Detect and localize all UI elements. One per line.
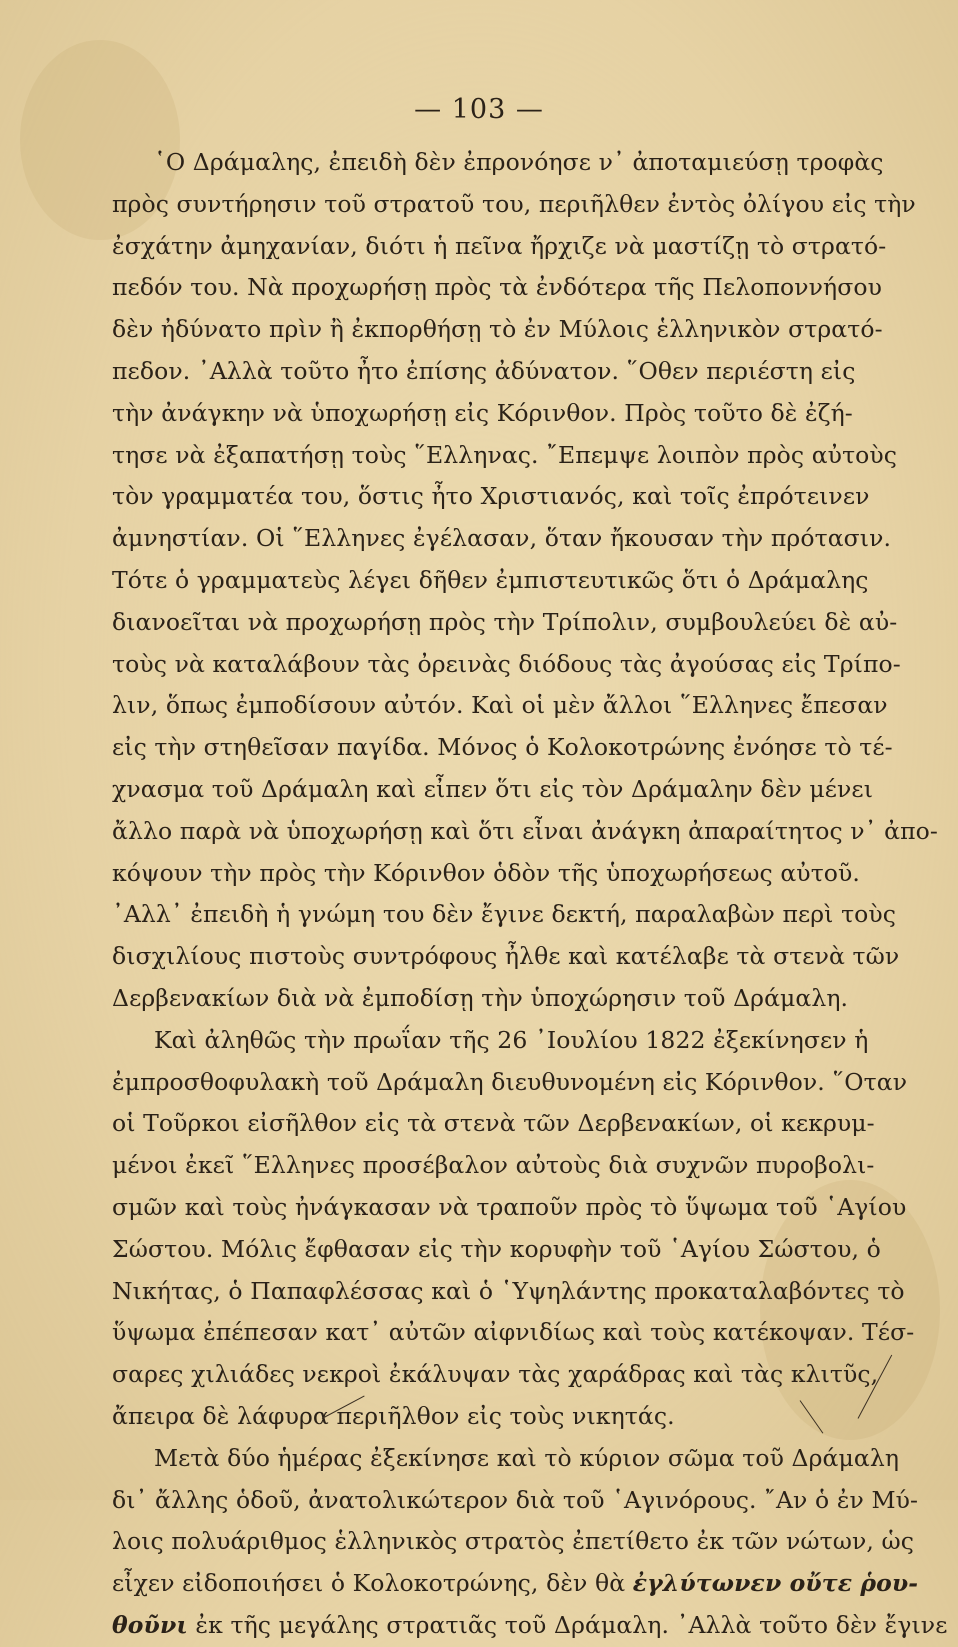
text-line: Δερβενακίων διὰ νὰ ἐμποδίσῃ τὴν ὑποχώρησιν τοῦ Δράμαλη. bbox=[112, 983, 849, 1012]
paragraph-3 bbox=[112, 1438, 948, 1647]
text-line: ἄπειρα δὲ λάφυρα περιῆλθον εἰς τοὺς νικητάς. bbox=[112, 1401, 675, 1430]
text-line: τησε νὰ ἐξαπατήσῃ τοὺς ῞Ελληνας. ῎Επεμψε λοιπὸν πρὸς αὐτοὺς bbox=[112, 440, 898, 469]
text-line: εἰς τὴν στηθεῖσαν παγίδα. Μόνος ὁ Κολοκοτρώνης ἐνόησε τὸ τέ- bbox=[112, 733, 893, 762]
text-line: τοὺς νὰ καταλάβουν τὰς ὀρεινὰς διόδους τὰς ἀγούσας εἰς Τρίπο- bbox=[112, 649, 901, 678]
text-line: ὕψωμα ἐπέπεσαν κατ᾽ αὐτῶν αἰφνιδίως καὶ τοὺς κατέκοψαν. Τέσ- bbox=[112, 1318, 915, 1347]
page-body-text bbox=[112, 142, 948, 1647]
text-line: λοις πολυάριθμος ἑλληνικὸς στρατὸς ἐπετίθετο ἐκ τῶν νώτων, ὡς bbox=[112, 1527, 915, 1556]
emphasized-phrase: ἐγλύτωνεν οὔτε ῥου- bbox=[632, 1569, 919, 1598]
text-line: σμῶν καὶ τοὺς ἠνάγκασαν νὰ τραποῦν πρὸς τὸ ὕψωμα τοῦ ῾Αγίου bbox=[112, 1192, 907, 1221]
text-line: σαρες χιλιάδες νεκροὶ ἐκάλυψαν τὰς χαράδρας καὶ τὰς κλιτῦς, bbox=[112, 1360, 879, 1389]
paragraph-2 bbox=[112, 1020, 915, 1438]
text-line: ῾Ο Δράμαλης, ἐπειδὴ δὲν ἐπρονόησε ν᾽ ἀποταμιεύσῃ τροφὰς bbox=[154, 148, 884, 176]
text-line: πρὸς συντήρησιν τοῦ στρατοῦ του, περιῆλθεν ἐντὸς ὀλίγου εἰς τὴν bbox=[112, 189, 916, 218]
text-line: ἀμνηστίαν. Οἱ ῞Ελληνες ἐγέλασαν, ὅταν ἤκουσαν τὴν πρότασιν. bbox=[112, 524, 892, 553]
text-line: δισχιλίους πιστοὺς συντρόφους ἦλθε καὶ κατέλαβε τὰ στενὰ τῶν bbox=[112, 942, 900, 971]
text-line: Μετὰ δύο ἡμέρας ἐξεκίνησε καὶ τὸ κύριον σῶμα τοῦ Δράμαλη bbox=[154, 1443, 900, 1472]
text-line: θοῦνι ἐκ τῆς μεγάλης στρατιᾶς τοῦ Δράμαλη. ᾽Αλλὰ τοῦτο δὲν ἔγινε bbox=[112, 1610, 948, 1639]
text-line: δὲν ἠδύνατο πρὶν ἢ ἐκπορθήσῃ τὸ ἐν Μύλοις ἑλληνικὸν στρατό- bbox=[112, 315, 883, 344]
text-line: ἐμπροσθοφυλακὴ τοῦ Δράμαλη διευθυνομένη εἰς Κόρινθον. ῞Οταν bbox=[112, 1067, 908, 1096]
text-line: διανοεῖται νὰ προχωρήσῃ πρὸς τὴν Τρίπολιν, συμβουλεύει δὲ αὐ- bbox=[112, 607, 898, 636]
text-line: λιν, ὅπως ἐμποδίσουν αὐτόν. Καὶ οἱ μὲν ἄλλοι ῞Ελληνες ἔπεσαν bbox=[112, 691, 888, 720]
text-line: οἱ Τοῦρκοι εἰσῆλθον εἰς τὰ στενὰ τῶν Δερβενακίων, οἱ κεκρυμ- bbox=[112, 1109, 875, 1138]
text-line: πεδον. ᾽Αλλὰ τοῦτο ἦτο ἐπίσης ἀδύνατον. ῞Οθεν περιέστη εἰς bbox=[112, 356, 856, 385]
text-line: χνασμα τοῦ Δράμαλη καὶ εἶπεν ὅτι εἰς τὸν Δράμαλην δὲν μένει bbox=[112, 774, 874, 803]
emphasized-phrase: θοῦνι bbox=[112, 1610, 188, 1639]
paragraph-1 bbox=[112, 142, 938, 1020]
text-line: τὸν γραμματέα του, ὅστις ἦτο Χριστιανός, καὶ τοῖς ἐπρότεινεν bbox=[112, 482, 870, 511]
text-line: εἶχεν εἰδοποιήσει ὁ Κολοκοτρώνης, δὲν θὰ ἐγλύτωνεν οὔτε ῥου- bbox=[112, 1569, 919, 1598]
text-line: ἐσχάτην ἀμηχανίαν, διότι ἡ πεῖνα ἤρχιζε νὰ μαστίζῃ τὸ στρατό- bbox=[112, 231, 887, 260]
text-line: κόψουν τὴν πρὸς τὴν Κόρινθον ὁδὸν τῆς ὑποχωρήσεως αὐτοῦ. bbox=[112, 858, 860, 887]
page-number-header: — 103 — bbox=[414, 94, 544, 125]
text-line: Καὶ ἀληθῶς τὴν πρωΐαν τῆς 26 ᾽Ιουλίου 1822 ἐξεκίνησεν ἡ bbox=[154, 1025, 869, 1054]
text-line: ᾽Αλλ᾽ ἐπειδὴ ἡ γνώμη του δὲν ἔγινε δεκτή, παραλαβὼν περὶ τοὺς bbox=[112, 900, 897, 929]
text-line: δι᾽ ἄλλης ὁδοῦ, ἀνατολικώτερον διὰ τοῦ ῾Αγινόρους. ῎Αν ὁ ἐν Μύ- bbox=[112, 1485, 919, 1514]
text-line: Σώστου. Μόλις ἔφθασαν εἰς τὴν κορυφὴν τοῦ ῾Αγίου Σώστου, ὁ bbox=[112, 1234, 881, 1263]
text-line: Τότε ὁ γραμματεὺς λέγει δῆθεν ἐμπιστευτικῶς ὅτι ὁ Δράμαλης bbox=[112, 565, 869, 594]
text-line: Νικήτας, ὁ Παπαφλέσσας καὶ ὁ ῾Υψηλάντης προκαταλαβόντες τὸ bbox=[112, 1276, 905, 1305]
text-line: τὴν ἀνάγκην νὰ ὑποχωρήσῃ εἰς Κόρινθον. Πρὸς τοῦτο δὲ ἐζή- bbox=[112, 398, 853, 427]
text-line: ἄλλο παρὰ νὰ ὑποχωρήσῃ καὶ ὅτι εἶναι ἀνάγκη ἀπαραίτητος ν᾽ ἀπο- bbox=[112, 816, 938, 845]
text-line: μένοι ἐκεῖ ῞Ελληνες προσέβαλον αὐτοὺς διὰ συχνῶν πυροβολι- bbox=[112, 1151, 875, 1180]
text-line: πεδόν του. Νὰ προχωρήσῃ πρὸς τὰ ἐνδότερα τῆς Πελοποννήσου bbox=[112, 273, 882, 302]
